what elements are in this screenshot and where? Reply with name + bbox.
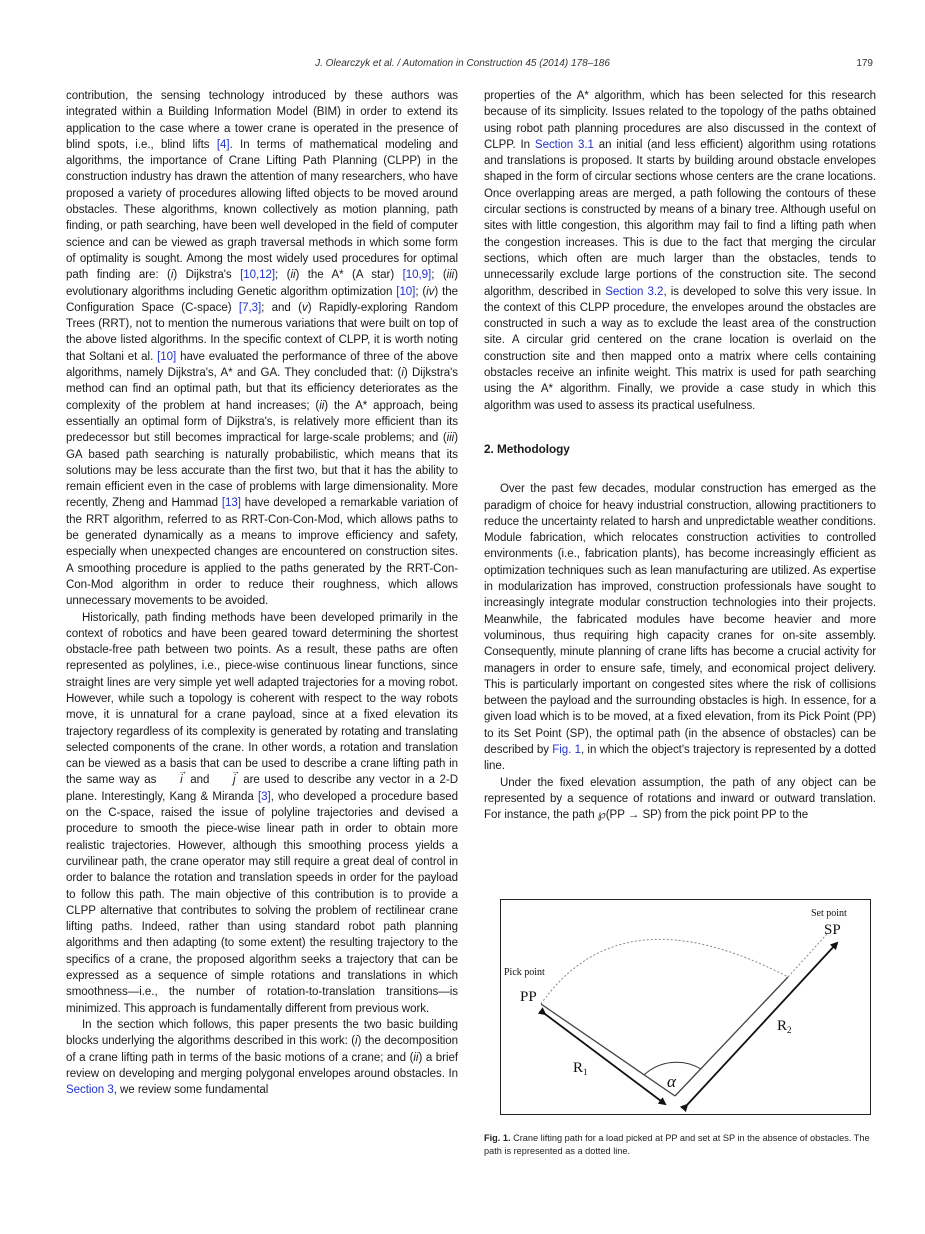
left-column [66,88,458,1098]
caption-label: Fig. 1. [484,1133,511,1143]
page-number: 179 [856,58,873,69]
r1-label: $R_1$ [573,1060,588,1077]
dotted-trajectory [541,939,788,1004]
vector-j: → j [214,772,239,788]
paragraph: In the section which follows, this paper presents the two basic building blocks underlying the algorithms described in this work: (i) the decomposition of a crane lifting path in terms of the basic motions of a crane; and (ii) a brief review on developing and merging polygonal envelopes around obstacles. In Section 3, we review some fundamental [66,1018,459,1097]
section-link[interactable]: Section 3.1 [534,138,594,151]
figure-link[interactable]: Fig. 1 [552,743,581,756]
paragraph: properties of the A* algorithm, which has been selected for this research because of its simplicity. Issues related to the topology of the paths obtained using robot path planning procedures are also discussed in the context of CLPP. In Section 3.1 an initial (and less efficient) algorithm using rotations and translations is proposed. It starts by building around obstacle envelopes shaped in the form of circular sections whose centers are the crane locations. Once overlapping areas are merged, a path following the contours of these circular sections is constructed by means of a binary tree. Although useful on sites with little congestion, this algorithm may fail to find a lifting path when the congestion increases. This is due to the fact that merging the circular sections, which often are much larger than the obstacles, tends to unnecessarily exclude large portions of the construction site. The second algorithm, described in Section 3.2, is developed to solve this very issue. In the context of this CLPP procedure, the envelopes around the obstacles are constructed in such a way as to exclude the least area of the construction site. A circular grid centered on the crane location is overlaid on the construction site and then mapped onto a matrix where cells containing obstacles receive an infinite weight. This matrix is used for path searching using the A* algorithm. Finally, we provide a case study in which this algorithm was used to assess its practical usefulness. [484,90,876,412]
section-link[interactable]: Section 3 [66,1084,114,1097]
citation-link[interactable]: [7,3] [238,301,262,314]
paragraph: Under the fixed elevation assumption, the path of any object can be represented by a sequence of rotations and inward or outward translation. For instance, the path ℘(PP → SP) from the pick point PP to the [484,776,876,822]
paragraph: contribution, the sensing technology introduced by these authors was integrated within a Building Information Model (BIM) in order to extend its application to the case where a tower crane is operated in the presence of blind spots, i.e., blind lifts [4]. In terms of mathematical modeling and algorithms, the importance of Crane Lifting Path Planning (CLPP) in the construction industry has drawn the attention of many researchers, who have proposed a variety of procedures allowing lifted objects to be moved around obstacles. These algorithms, known collectively as motion planning, path finding, or path searching, have been well developed in the field of computer science and can be viewed as graph traversal methods in which some form of optimality is sought. Among the most widely used procedures for optimal path finding are: (i) Dijkstra's [10,12]; (ii) the A* (A star) [10,9]; (iii) evolutionary algorithms including Genetic algorithm optimization [10]; (iv) the Configuration Space (C-space) [7,3]; and (v) Rapidly-exploring Random Trees (RRT), not to mention the numerous variations that were built on top of the above listed algorithms. In the specific context of CLPP, it is worth noting that Soltani et al. [10] have evaluated the performance of three of the above algorithms, namely Dijkstra's, A* and GA. They concluded that: (i) Dijkstra's method can find an optimal path, but that its efficiency deteriorates as the complexity of the problem at hand increases; (ii) the A* approach, being essentially an optimal form of Dijkstra's, is relatively more efficient than its predecessor but still becomes impractical for large-scale problems; and (iii) GA based path searching is naturally probabilistic, which means that its solutions may be less accurate than the first two, but that it has the ability to remain efficient even in the case of problems with large dimensionality. More recently, Zheng and Hammad [13] have developed a remarkable variation of the RRT algorithm, referred to as RRT-Con-Con-Mod, which allows paths to be generated dynamically as a means to improve efficiency and safety, especially when unexpected changes are encountered on construction sites. A smoothing procedure is applied to the paths generated by the RRT-Con-Con-Mod algorithm in order to reduce their roughness, which allows unnecessary movements to be avoided. [66,90,458,608]
paragraph: Over the past few decades, modular construction has emerged as the paradigm of choice for heavy industrial construction, allowing practitioners to reduce the uncertainty related to harsh and unpredictable weather conditions. Module fabrication, which relocates construction activities to controlled environments (i.e., fabrication plants), has become increasingly efficient as optimization techniques such as lean manufacturing are utilized. As expertise in modularization has improved, construction professionals have sought to increasingly integrate modular construction technologies into their projects. Meanwhile, the fabricated modules have become heavier and more voluminous, thus requiring high capacity cranes for on-site assembly. Consequently, minute planning of crane lifts has become a crucial activity for managers in order to ensure safe, timely, and economical project delivery. This is particularly important on congested sites where the risk of collisions between the payload and the surrounding obstacles is high. In essence, for a given load which is to be moved, at a fixed elevation, from its Pick Point (PP) to its Set Point (SP), the optimal path (in the absence of obstacles) can be described by Fig. 1, in which the object's trajectory is represented by a dotted line. [484,483,876,773]
vector-i: → i [161,772,186,788]
citation-link[interactable]: [13] [221,497,241,510]
pick-point-label: Pick point [504,967,545,978]
crane-path-diagram [501,900,870,1114]
pp-label: PP [520,989,537,1005]
citation-link[interactable]: [4] [216,138,230,151]
journal-citation: J. Olearczyk et al. / Automation in Construction 45 (2014) 178–186 [315,58,610,69]
paragraph: Historically, path finding methods have been developed primarily in the context of robotics and have been geared toward determining the shortest obstacle-free path between two points. As a result, these paths are often represented as polylines, i.e., piece-wise continuous linear functions, since straight lines are very simple yet well adapted trajectories for a moving robot. However, while such a topology is coherent with respect to the way robots move, it is unnatural for a crane payload, since at a fixed elevation its trajectory regardless of its complexity is generated by rotating and translating selected components of the crane. In other words, a rotation and translation can be viewed as a basis that can be used to describe a crane lifting path in the same way as → i and → j are used to describe any vector in a 2-D plane. Interestingly, Kang & Miranda [3], who developed a procedure based on the C-space, raised the issue of polyline trajectories and devised a procedure to smooth the piece-wise linear path in order to obtain more realistic trajectories. However, although this smoothing process yields a curvilinear path, the crane operator may still require a great deal of control in order to balance the rotation and translation speeds in order for the payload to follow this path. The main objective of this contribution is to provide a CLPP alternative that contributes to solving the problem of rectilinear crane lifting paths. Indeed, rather than using standard robot path planning algorithms and then adapting (to some extent) the resulting trajectory to the specifics of a crane, the proposed algorithm seeks a trajectory that can be expressed as a sequence of simple rotations and translations in which smoothness—i.e., the number of rotation-to-translation transitions—is minimized. This approach is fundamentally different from previous work. [66,610,458,1017]
right-column [484,88,876,823]
figure-caption [484,1132,876,1158]
r1-arrow [545,1014,665,1104]
citation-link[interactable]: [10] [396,285,416,298]
r2-arrow [687,943,837,1105]
section-link[interactable]: Section 3.2 [605,285,664,298]
caption-text: Crane lifting path for a load picked at PP and set at SP in the absence of obstacles. The path is represented as a dotted line. [484,1133,870,1156]
sp-label: SP [824,922,841,938]
boom-r2-line [675,977,788,1096]
alpha-label: α [667,1072,676,1091]
citation-link[interactable]: [3] [258,790,271,803]
section-heading: 2. Methodology [484,441,570,456]
running-head [0,58,925,72]
set-point-label: Set point [811,908,847,919]
boom-r1-line [541,1004,675,1096]
figure-1 [500,899,871,1115]
citation-link[interactable]: [10,9] [402,269,432,282]
citation-link[interactable]: [10,12] [240,269,276,282]
citation-link[interactable]: [10] [157,350,177,363]
r2-label: $R_2$ [777,1018,792,1035]
